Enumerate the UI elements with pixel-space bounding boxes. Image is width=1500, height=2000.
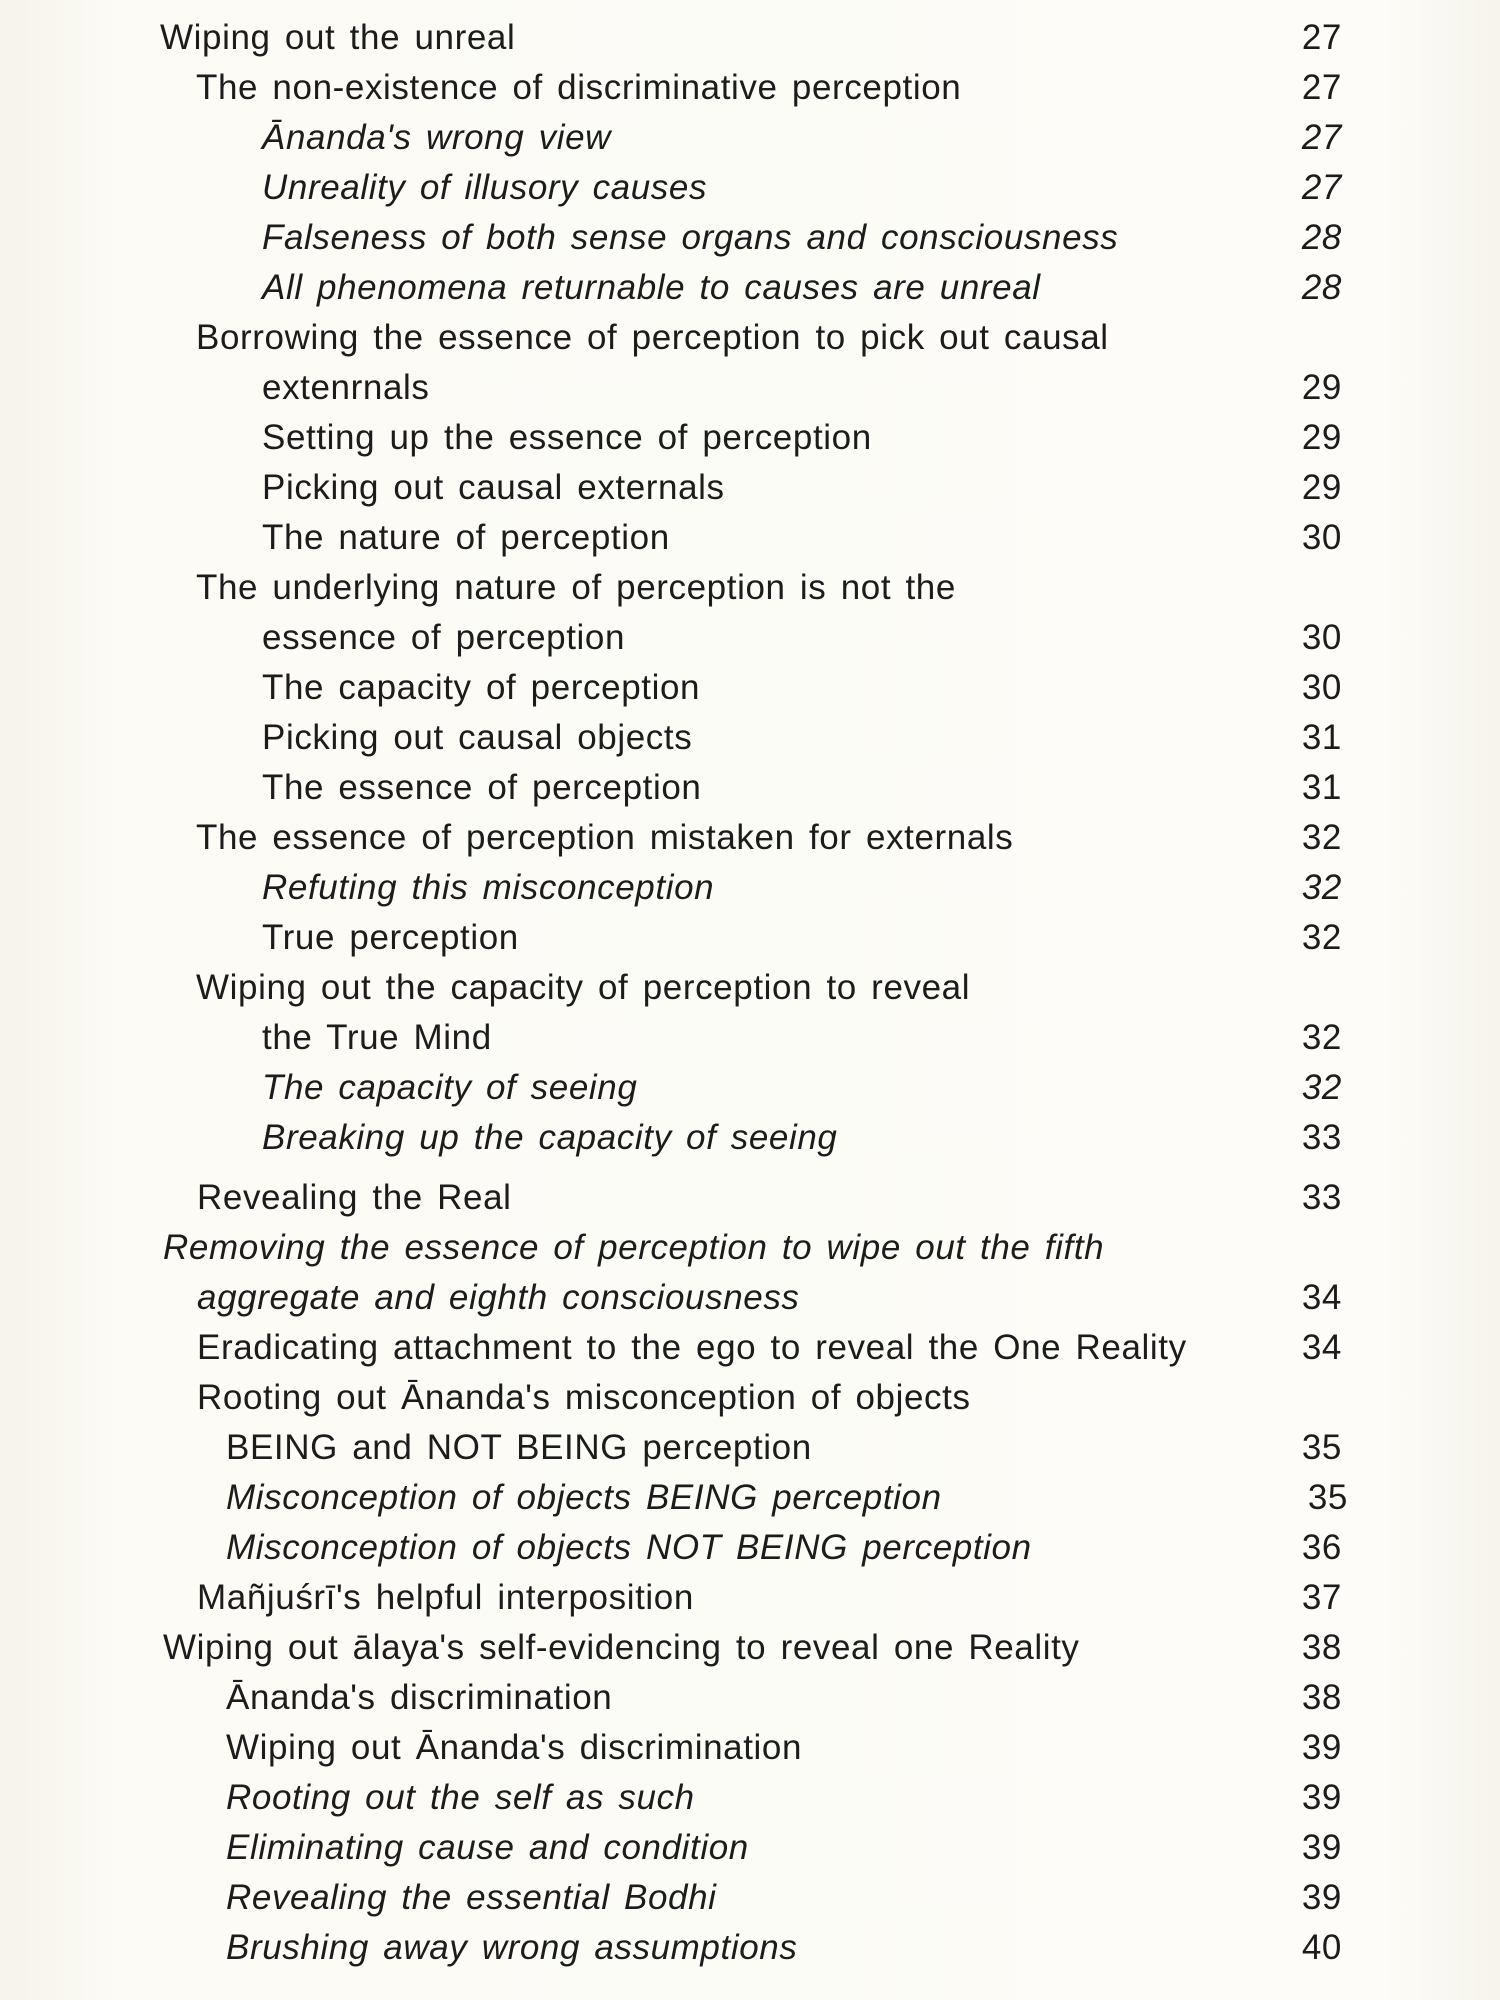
toc-entry-page: 33 bbox=[1301, 1178, 1342, 1217]
toc-entry-page: 29 bbox=[1301, 368, 1342, 407]
toc-entry-title: The capacity of perception bbox=[262, 668, 701, 707]
toc-entry bbox=[0, 313, 1468, 363]
toc-entry-page: 32 bbox=[1301, 818, 1342, 857]
toc-entry bbox=[0, 1113, 1500, 1163]
toc-entry-title: Removing the essence of perception to wipe out the fifth bbox=[163, 1228, 1105, 1267]
toc-entry bbox=[0, 1623, 1500, 1673]
toc-entry bbox=[0, 1323, 1500, 1373]
toc-entry bbox=[0, 213, 1500, 263]
toc-entry-page: 34 bbox=[1301, 1328, 1342, 1367]
toc-entry-page: 31 bbox=[1301, 768, 1342, 807]
toc-entry-title: Setting up the essence of perception bbox=[262, 418, 872, 457]
toc-entry-title: Refuting this misconception bbox=[262, 868, 715, 907]
toc-entry bbox=[0, 1423, 1500, 1473]
toc-entry-title: Eliminating cause and condition bbox=[226, 1828, 749, 1867]
toc-entry-title: Breaking up the capacity of seeing bbox=[262, 1118, 838, 1157]
toc-entry-title: The nature of perception bbox=[262, 518, 670, 557]
toc-entry bbox=[0, 1173, 1500, 1223]
toc-entry bbox=[0, 763, 1500, 813]
toc-entry-page: 40 bbox=[1301, 1928, 1342, 1967]
toc-entry bbox=[0, 713, 1500, 763]
toc-entry-title: All phenomena returnable to causes are unreal bbox=[262, 268, 1041, 307]
toc-entry-page: 30 bbox=[1301, 518, 1342, 557]
toc-entry-page: 39 bbox=[1301, 1878, 1342, 1917]
toc-entry-title: The non-existence of discriminative perception bbox=[196, 68, 962, 107]
toc-entry-page: 28 bbox=[1301, 268, 1342, 307]
toc-entry-page: 27 bbox=[1301, 118, 1342, 157]
toc-entry-title: Wiping out ālaya's self-evidencing to reveal one Reality bbox=[163, 1628, 1080, 1667]
toc-entry-page: 32 bbox=[1301, 1018, 1342, 1057]
toc-entry-page: 30 bbox=[1301, 618, 1342, 657]
toc-entry bbox=[0, 513, 1500, 563]
toc-entry bbox=[0, 563, 1468, 613]
toc-entry-page: 32 bbox=[1301, 868, 1342, 907]
toc-entry-page: 37 bbox=[1301, 1578, 1342, 1617]
toc-entry-page: 32 bbox=[1301, 1068, 1342, 1107]
toc-entry-page: 27 bbox=[1301, 18, 1342, 57]
toc-entry bbox=[0, 613, 1500, 663]
toc-entry-page: 27 bbox=[1301, 168, 1342, 207]
toc-entry bbox=[0, 63, 1468, 113]
toc-entry-title: essence of perception bbox=[262, 618, 626, 657]
toc-entry-title: extenrnals bbox=[262, 368, 430, 407]
toc-entry-title: Ānanda's wrong view bbox=[262, 118, 612, 157]
toc-entry bbox=[0, 1013, 1500, 1063]
toc-entry-title: Eradicating attachment to the ego to reveal the One Reality bbox=[197, 1328, 1187, 1367]
toc-entry bbox=[0, 963, 1468, 1013]
toc-entry bbox=[0, 1373, 1500, 1423]
toc-entry-title: Picking out causal externals bbox=[262, 468, 725, 507]
toc-entry bbox=[0, 813, 1468, 863]
toc-entry bbox=[0, 863, 1500, 913]
toc-entry bbox=[0, 1823, 1500, 1873]
toc-entry-page: 32 bbox=[1301, 918, 1342, 957]
toc-entry bbox=[0, 1273, 1500, 1323]
toc-entry-title: aggregate and eighth consciousness bbox=[197, 1278, 800, 1317]
toc-entry-title: Misconception of objects NOT BEING perception bbox=[226, 1528, 1032, 1567]
toc-entry-title: BEING and NOT BEING perception bbox=[226, 1428, 812, 1467]
toc-entry bbox=[0, 363, 1500, 413]
toc-entry-title: Revealing the Real bbox=[197, 1178, 512, 1217]
toc-entry bbox=[0, 1523, 1500, 1573]
toc-entry-title: Revealing the essential Bodhi bbox=[226, 1878, 717, 1917]
toc-entry-title: The essence of perception bbox=[262, 768, 702, 807]
toc-entry bbox=[0, 1673, 1500, 1723]
toc-entry bbox=[0, 1573, 1500, 1623]
toc-entry-page: 27 bbox=[1301, 68, 1342, 107]
toc-entry-page: 30 bbox=[1301, 668, 1342, 707]
toc-entry-page: 35 bbox=[1301, 1428, 1342, 1467]
toc-entry-page: 39 bbox=[1301, 1828, 1342, 1867]
toc-entry-page: 38 bbox=[1301, 1628, 1342, 1667]
toc-entry-title: Rooting out the self as such bbox=[226, 1778, 695, 1817]
toc-entry bbox=[0, 263, 1500, 313]
toc-entry-title: Rooting out Ānanda's misconception of objects bbox=[197, 1378, 971, 1417]
toc-entry bbox=[0, 1063, 1500, 1113]
toc-entry bbox=[0, 113, 1500, 163]
toc-entry-title: the True Mind bbox=[262, 1018, 492, 1057]
toc-entry-title: The capacity of seeing bbox=[262, 1068, 638, 1107]
toc-entry bbox=[0, 663, 1500, 713]
toc-entry-title: Wiping out Ānanda's discrimination bbox=[226, 1728, 803, 1767]
toc-entry bbox=[0, 13, 1500, 63]
toc-entry-title: Ānanda's discrimination bbox=[226, 1678, 613, 1717]
toc-entry-page: 28 bbox=[1301, 218, 1342, 257]
toc-entry bbox=[0, 463, 1500, 513]
toc-entry-title: Mañjuśrī's helpful interposition bbox=[197, 1578, 694, 1617]
toc-entry-title: The underlying nature of perception is not the bbox=[196, 568, 956, 607]
toc-entry bbox=[0, 1923, 1500, 1973]
toc-entry-page: 31 bbox=[1301, 718, 1342, 757]
toc-entry-page: 33 bbox=[1301, 1118, 1342, 1157]
toc-entry-title: Wiping out the unreal bbox=[160, 18, 516, 57]
toc-entry-page: 35 bbox=[1307, 1478, 1348, 1517]
toc-entry bbox=[0, 1473, 1500, 1523]
toc-entry bbox=[0, 1773, 1500, 1823]
toc-entry bbox=[0, 163, 1500, 213]
toc-entry-page: 39 bbox=[1301, 1778, 1342, 1817]
toc-entry-title: Falseness of both sense organs and consciousness bbox=[262, 218, 1119, 257]
toc-entry-page: 29 bbox=[1301, 468, 1342, 507]
toc-entry-title: Borrowing the essence of perception to pick out causal bbox=[196, 318, 1109, 357]
toc-entry bbox=[0, 1873, 1500, 1923]
toc-entry-page: 36 bbox=[1301, 1528, 1342, 1567]
toc-entry-title: Unreality of illusory causes bbox=[262, 168, 708, 207]
toc-entry-page: 38 bbox=[1301, 1678, 1342, 1717]
toc-entry-title: Picking out causal objects bbox=[262, 718, 693, 757]
toc-entry-title: Wiping out the capacity of perception to reveal bbox=[196, 968, 971, 1007]
toc-entry-page: 39 bbox=[1301, 1728, 1342, 1767]
toc-entry bbox=[0, 1723, 1500, 1773]
toc-entry-title: The essence of perception mistaken for externals bbox=[196, 818, 1014, 857]
toc-entry-title: True perception bbox=[262, 918, 519, 957]
toc-entry-page: 34 bbox=[1301, 1278, 1342, 1317]
toc-entry-page: 29 bbox=[1301, 418, 1342, 457]
toc-entry-title: Misconception of objects BEING perception bbox=[226, 1478, 942, 1517]
toc-entry-title: Brushing away wrong assumptions bbox=[226, 1928, 798, 1967]
toc-entry bbox=[0, 413, 1500, 463]
toc-entry bbox=[0, 1223, 1500, 1273]
toc-entry bbox=[0, 913, 1500, 963]
